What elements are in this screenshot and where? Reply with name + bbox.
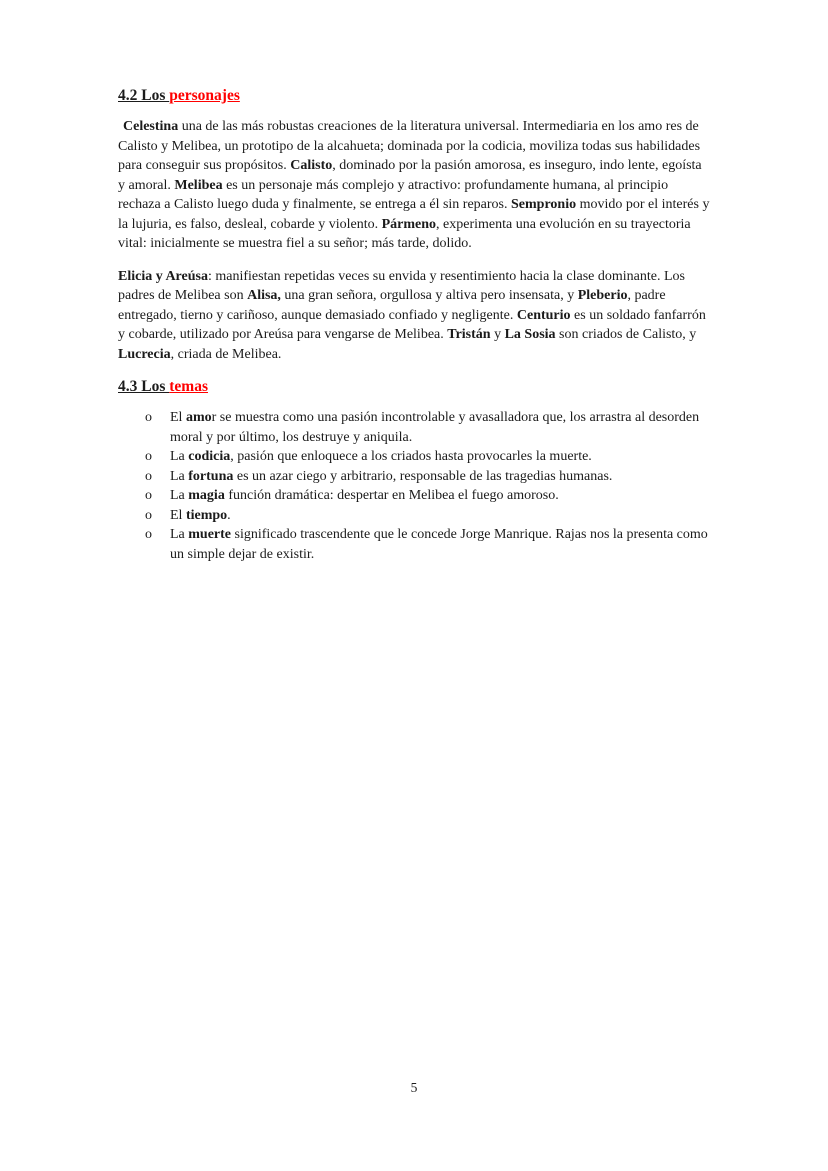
list-bullet: o	[145, 468, 152, 484]
list-item-codicia	[118, 447, 712, 467]
list-item-muerte	[118, 525, 712, 564]
text-run: , criada de Melibea.	[170, 346, 282, 362]
page-number: 5	[410, 1080, 418, 1095]
document-body	[118, 86, 712, 564]
text-run: es un soldado fanfarrón y cobarde, utilizado por Areúsa para vengarse de Melibea.	[118, 307, 706, 342]
bold-text-run: fortuna	[188, 468, 234, 484]
list-bullet: o	[145, 527, 152, 542]
list-item-text	[170, 525, 712, 564]
list-item-amor	[118, 408, 712, 447]
text-run: , dominado por la pasión amorosa, es inseguro, indo lente, egoísta y amoral.	[118, 158, 702, 193]
bold-text-run: La Sosia	[504, 327, 556, 342]
text-run: : manifiestan repetidas veces su envida y resentimiento hacia la clase dominante. Los padres de Melibea son	[118, 268, 685, 303]
bold-text-run: Sempronio	[511, 197, 577, 212]
heading-number-text: 4.3 Los	[118, 378, 170, 395]
text-run: una gran señora, orgullosa y altiva pero insensata, y	[280, 288, 578, 303]
text-run: .	[227, 507, 231, 523]
bold-text-run: Lucrecia	[118, 346, 171, 362]
text-run: es un personaje más complejo y atractivo: profundamente humana, al principio rechaza a Calisto luego duda y finalmente, se entrega a él sin reparos.	[118, 177, 669, 212]
bold-text-run: Centurio	[516, 307, 571, 323]
bold-text-run: tiempo	[185, 507, 228, 523]
bold-text-run: Pleberio	[577, 288, 628, 303]
list-item-magia	[118, 486, 712, 506]
list-bullet: o	[145, 507, 152, 523]
text-run: , padre entregado, tierno y cariñoso, aunque demasiado confiado y negligente.	[118, 288, 666, 323]
list-item-text	[170, 467, 712, 487]
list-item-text	[170, 506, 712, 526]
heading-accent-text: personajes	[169, 87, 240, 104]
heading-number-text: 4.2 Los	[118, 87, 170, 104]
bold-text-run: amo	[185, 410, 212, 425]
bold-text-run: Celestina	[123, 119, 179, 134]
temas-list	[118, 408, 712, 564]
text-run: El	[170, 507, 186, 523]
list-bullet: o	[145, 488, 152, 503]
heading-accent-text: temas	[169, 378, 208, 395]
bold-text-run: Pármeno	[381, 216, 437, 232]
list-item-text	[170, 408, 712, 447]
text-run: La	[170, 449, 189, 464]
bold-text-run: magia	[188, 488, 225, 503]
text-run: función dramática: despertar en Melibea el fuego amoroso.	[224, 488, 559, 503]
list-bullet: o	[145, 449, 152, 464]
text-run: son criados de Calisto, y	[555, 327, 697, 342]
heading-personajes	[118, 86, 712, 106]
text-run: La	[170, 468, 189, 484]
text-run: significado trascendente que le concede Jorge Manrique. Rajas nos la presenta como un simple dejar de existir.	[170, 527, 708, 562]
list-item-tiempo	[118, 506, 712, 526]
list-item-text	[170, 447, 712, 467]
bold-text-run: Elicia y Areúsa	[118, 268, 208, 284]
bold-text-run: muerte	[188, 527, 232, 542]
bold-text-run: codicia	[188, 449, 231, 464]
list-bullet: o	[145, 410, 152, 425]
text-run: , experimenta una evolución en su trayectoria vital: inicialmente se muestra fiel a su señor; más tarde, dolido.	[118, 216, 691, 251]
text-run: , pasión que enloquece a los criados hasta provocarles la muerte.	[230, 449, 592, 464]
bold-text-run: Melibea	[174, 177, 223, 193]
list-item-fortuna	[118, 467, 712, 487]
paragraph-personajes-1	[118, 117, 712, 254]
bold-text-run: Alisa,	[247, 288, 281, 303]
text-run: movido por el interés y la lujuria, es falso, desleal, cobarde y violento.	[118, 197, 710, 232]
text-run: y	[490, 327, 505, 342]
bold-text-run: Calisto	[290, 158, 333, 173]
bold-text-run: Tristán	[447, 327, 491, 342]
list-item-text	[170, 486, 712, 506]
text-run: r se muestra como una pasión incontrolable y avasalladora que, los arrastra al desorden moral y por último, los destruye y aniquila.	[170, 410, 700, 445]
text-run: La	[170, 527, 189, 542]
heading-temas	[118, 377, 712, 397]
text-run: El	[170, 410, 186, 425]
paragraph-personajes-2	[118, 267, 712, 365]
text-run: La	[170, 488, 189, 503]
text-run: una de las más robustas creaciones de la literatura universal. Intermediaria en los amo res de Calisto y Melibea, un prototipo de la alcahueta; dominada por la codicia, moviliza todas sus habilidades para conseguir sus propósitos.	[118, 119, 701, 173]
text-run: es un azar ciego y arbitrario, responsable de las tragedias humanas.	[233, 468, 613, 484]
